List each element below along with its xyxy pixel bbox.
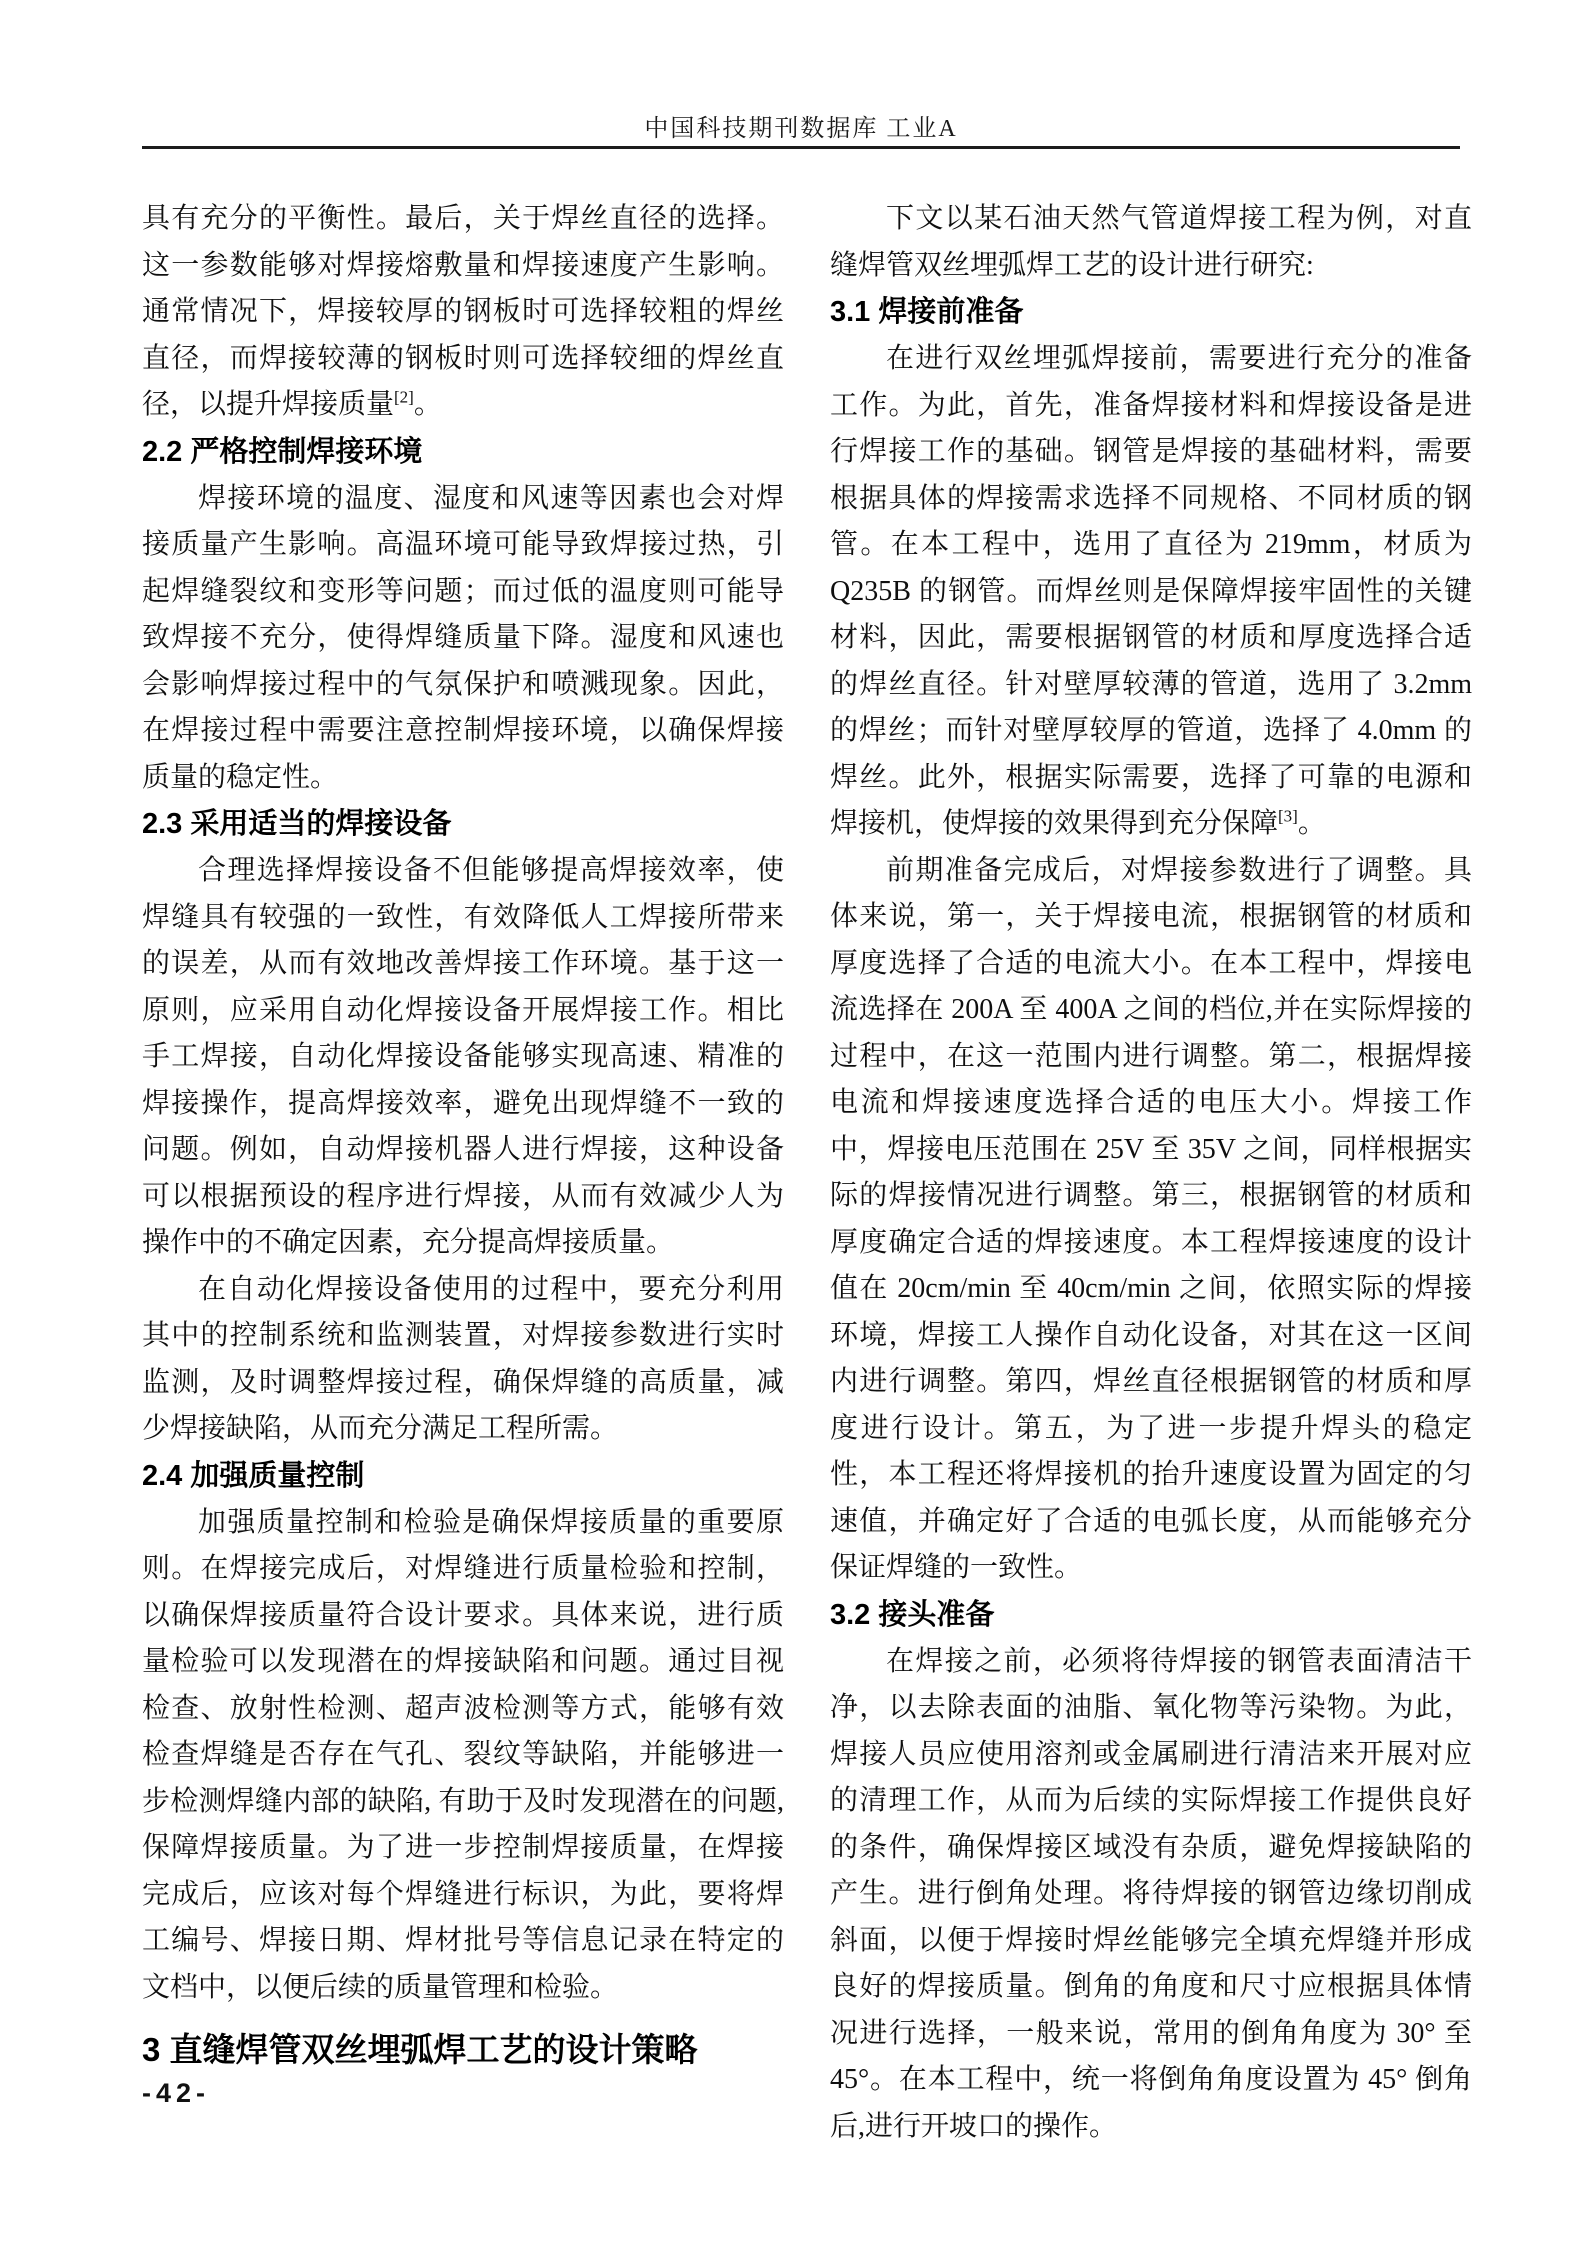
page-number: -42- xyxy=(142,2078,211,2108)
paragraph: 在自动化焊接设备使用的过程中，要充分利用其中的控制系统和监测装置，对焊接参数进行实时监测，及时调整焊接过程，确保焊缝的高质量，减少焊接缺陷，从而充分满足工程所需。 xyxy=(142,1273,784,1444)
subsection-heading: 2.2 严格控制焊接环境 xyxy=(142,435,423,468)
paragraph: 下文以某石油天然气管道焊接工程为例，对直缝焊管双丝埋弧焊工艺的设计进行研究: xyxy=(830,203,1472,281)
subsection-heading: 2.3 采用适当的焊接设备 xyxy=(142,808,452,840)
paragraph: 合理选择焊接设备不但能够提高焊接效率，使焊缝具有较强的一致性，有效降低人工焊接所带来的误差，从而有效地改善焊接工作环境。基于这一原则，应采用自动化焊接设备开展焊接工作。相比手工焊接，自动化焊接设备能够实现高速、精准的焊接操作，提高焊接效率，避免出现焊缝不一致的问题。例如，自动焊接机器人进行焊接，这种设备可以根据预设的程序进行焊接，从而有效减少人为操作中的不确定因素，充分提高焊接质量。 xyxy=(142,855,784,1258)
paragraph: 具有充分的平衡性。最后，关于焊丝直径的选择。这一参数能够对焊接熔敷量和焊接速度产生影响。通常情况下，焊接较厚的钢板时可选择较粗的焊丝直径，而焊接较薄的钢板时则可选择较细的焊丝直径，以提升焊接质量[2]。 xyxy=(142,203,784,420)
paragraph: 在进行双丝埋弧焊接前，需要进行充分的准备工作。为此，首先，准备焊接材料和焊接设备是进行焊接工作的基础。钢管是焊接的基础材料，需要根据具体的焊接需求选择不同规格、不同材质的钢管。在本工程中，选用了直径为 219mm，材质为 Q235B 的钢管。而焊丝则是保障焊接牢固性的关键材料，因此，需要根据钢管的材质和厚度选择合适的焊丝直径。针对壁厚较薄的管道，选用了 3.2mm 的焊丝；而针对壁厚较厚的管道，选择了 4.0mm 的焊丝。此外，根据实际需要，选择了可靠的电源和焊接机，使焊接的效果得到充分保障[3]。 xyxy=(830,343,1472,839)
citation-superscript: [3] xyxy=(1278,806,1298,826)
section-heading: 3 直缝焊管双丝埋弧焊工艺的设计策略 xyxy=(142,2031,698,2068)
citation-superscript: [2] xyxy=(394,387,414,407)
subsection-heading: 3.2 接头准备 xyxy=(830,1598,995,1631)
left-column xyxy=(142,196,784,2150)
subsection-heading: 2.4 加强质量控制 xyxy=(142,1459,365,1492)
paragraph: 在焊接之前，必须将待焊接的钢管表面清洁干净，以去除表面的油脂、氧化物等污染物。为此，焊接人员应使用溶剂或金属刷进行清洁来开展对应的清理工作，从而为后续的实际焊接工作提供良好的条件，确保焊接区域没有杂质，避免焊接缺陷的产生。进行倒角处理。将待焊接的钢管边缘切削成斜面，以便于焊接时焊丝能够完全填充焊缝并形成良好的焊接质量。倒角的角度和尺寸应根据具体情况进行选择，一般来说，常用的倒角角度为 30° 至 45°。在本工程中，统一将倒角角度设置为 45° 倒角后,进行开坡口的操作。 xyxy=(830,1645,1472,2142)
subsection-heading: 3.1 焊接前准备 xyxy=(830,296,1024,328)
page-body xyxy=(142,196,1472,2150)
header-divider xyxy=(142,146,1460,149)
paragraph: 加强质量控制和检验是确保焊接质量的重要原则。在焊接完成后，对焊缝进行质量检验和控制，以确保焊接质量符合设计要求。具体来说，进行质量检验可以发现潜在的焊接缺陷和问题。通过目视检查、放射性检测、超声波检测等方式，能够有效检查焊缝是否存在气孔、裂纹等缺陷，并能够进一步检测焊缝内部的缺陷, 有助于及时发现潜在的问题, 保障焊接质量。为了进一步控制焊接质量，在焊接完成后，应该对每个焊缝进行标识，为此，要将焊工编号、焊接日期、焊材批号等信息记录在特定的文档中，以便后续的质量管理和检验。 xyxy=(142,1506,784,2003)
journal-header: 中国科技期刊数据库 工业A xyxy=(644,116,958,142)
right-column xyxy=(830,196,1472,2150)
paragraph: 前期准备完成后，对焊接参数进行了调整。具体来说，第一，关于焊接电流，根据钢管的材质和厚度选择了合适的电流大小。在本工程中，焊接电流选择在 200A 至 400A 之间的档位,并在实际焊接的过程中，在这一范围内进行调整。第二，根据焊接电流和焊接速度选择合适的电压大小。焊接工作中，焊接电压范围在 25V 至 35V 之间，同样根据实际的焊接情况进行调整。第三，根据钢管的材质和厚度确定合适的焊接速度。本工程焊接速度的设计值在 20cm/min 至 40cm/min 之间，依照实际的焊接环境，焊接工人操作自动化设备，对其在这一区间内进行调整。第四，焊丝直径根据钢管的材质和厚度进行设计。第五，为了进一步提升焊头的稳定性，本工程还将焊接机的抬升速度设置为固定的匀速值，并确定好了合适的电弧长度，从而能够充分保证焊缝的一致性。 xyxy=(830,854,1472,1583)
paragraph: 焊接环境的温度、湿度和风速等因素也会对焊接质量产生影响。高温环境可能导致焊接过热，引起焊缝裂纹和变形等问题；而过低的温度则可能导致焊接不充分，使得焊缝质量下降。湿度和风速也会影响焊接过程中的气氛保护和喷溅现象。因此，在焊接过程中需要注意控制焊接环境，以确保焊接质量的稳定性。 xyxy=(142,482,784,793)
